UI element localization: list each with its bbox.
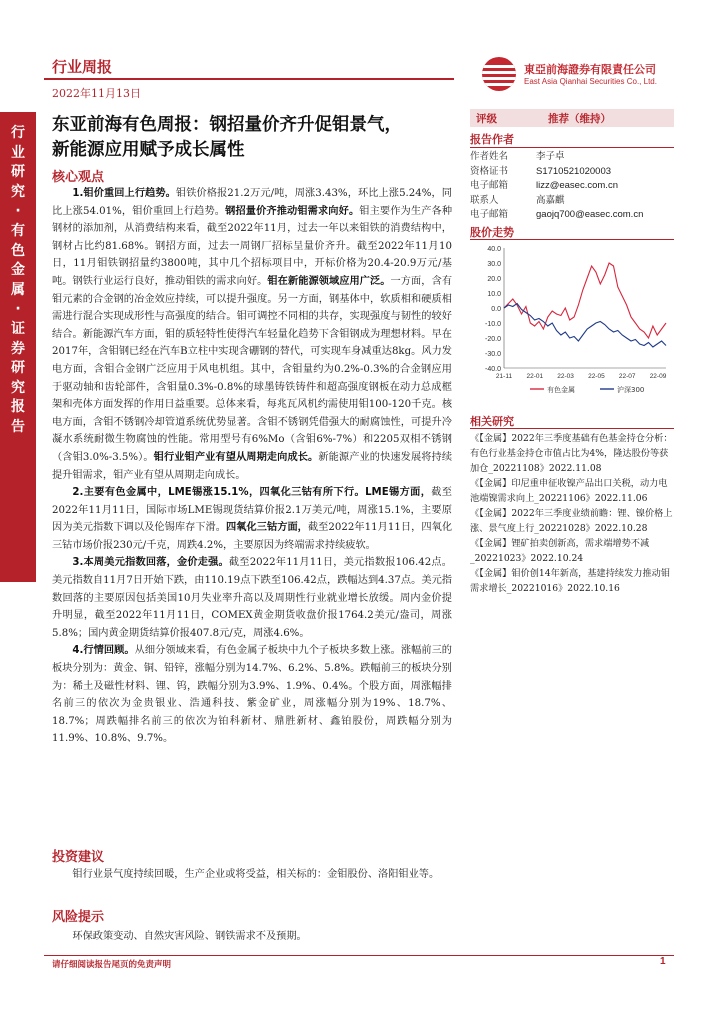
y-tick-label: 20.0 [487,276,501,283]
author-value: 李子卓 [536,151,565,162]
x-tick-label: 21-11 [495,373,513,380]
side-label-char: 究 [11,379,25,396]
authors-head: 报告作者 [470,133,514,146]
header-divider [44,78,454,80]
paragraph-2: 2.主要有色金属中，LME锡涨15.1%，四氧化三钴有所下行。LME锡方面，截至2022年11月11日，国际市场LME锡现货结算价报2.1万美元/吨，周涨15.1%，主要原因为美元指数下调以及伦锡库存下滑。四氧化三钴方面，截至2022年11月11日，四氧化三钴市场价报230元/千克，周跌4.2%，主要原因为终端需求持续疲软。 [52,487,453,551]
author-row [470,194,674,209]
side-label-char: 金 [11,262,25,279]
y-tick-label: 0.0 [491,306,501,313]
y-tick-label: -40.0 [485,366,501,373]
company-name-en: East Asia Qianhai Securities Co., Ltd. [524,77,657,86]
stock-trend-chart [470,240,680,402]
related-item[interactable]: 《【金属】2022年三季度业绩前瞻：锂、镍价格上涨、景气度上行_20221028》2022.10.28 [470,508,673,534]
disclaimer-note: 请仔细阅读报告尾页的免责声明 [52,960,172,970]
side-label-char: 报 [11,399,25,416]
related-item[interactable]: 《【金属】钼价创14年新高，基建持续发力推动钼需求增长_20221016》2022.10.16 [470,568,671,594]
x-tick-label: 22-03 [557,373,574,380]
author-row [470,150,674,165]
risk-text: 环保政策变动、自然灾害风险、钢铁需求不及预期。 [72,931,307,942]
related-head: 相关研究 [470,415,514,428]
company-logo [482,55,682,97]
x-tick-label: 22-01 [526,373,544,380]
related-item[interactable]: 《【金属】锂矿拍卖创新高，需求端增势不减_20221023》2022.10.24 [470,538,650,564]
related-divider [470,428,674,429]
author-value: 高嘉麒 [536,194,565,206]
y-tick-label: -20.0 [485,336,501,343]
side-label-char: 研 [11,360,25,377]
rating-bar [470,109,674,127]
invest-text: 钼行业景气度持续回暖，生产企业或将受益，相关标的：金钼股份、洛阳钼业等。 [72,869,440,880]
side-label-char: 究 [11,183,25,200]
y-tick-label: 40.0 [487,246,501,253]
side-label-char: 色 [11,242,25,259]
y-tick-label: -30.0 [485,351,501,358]
series-line-nonferrous [504,263,666,338]
side-label-char: 属 [11,281,25,298]
side-label-char: 告 [11,418,25,435]
series-line-csi300 [504,304,666,348]
author-key: 电子邮箱 [470,180,509,191]
side-label-char: 证 [11,320,25,337]
related-item[interactable]: 《【金属】2022年三季度基础有色基金持仓分析：有色行业基金持仓市值占比为4%，隆达股份等获加仓_20221108》2022.11.08 [470,433,673,474]
page-number: 1 [660,956,666,967]
side-label-char: 业 [11,144,25,161]
paragraph-1: 1.钼价重回上行趋势。钼铁价格报21.2万元/吨，周涨3.43%，环比上涨5.24%，同比上涨54.01%，钼价重回上行趋势。钢招量价齐推动钼需求向好。钼主要作为生产各种钢材的添加剂，从消费结构来看，截至2022年11月，过去一年以来钼铁的消费结构中，钢材占比约81.68%。钢招方面，过去一周钢厂招标呈量价齐升。截至2022年11月10日，11月钼铁钢招量约3800吨，其中几个招标项目中，开标价格为20.4-20.9万元/基吨。钢铁行业运行良好，推动钼铁的需求向好。钼在新能源领域应用广泛。一方面，含有钼元素的合金钢的冶金效应持续，可以提升强度。另一方面，钢基体中，软质相和硬质相需进行混合实现成形性与高强度的结合。钼可调控不同相的共存，实现强度与韧性的较好结合。新能源汽车方面，钼的质轻特性使得汽车轻量化趋势下含钼钢成为理想材料。早在2017年，含钼钢已经在汽车B立柱中实现含硼钢的替代，可实现车身减重达8kg。风力发电方面，含钼合金钢广泛应用于风电机组。其中，含钼量约为0.2%-0.3%的合金钢应用于驱动轴和齿轮部件，含钼量0.3%-0.8%的球墨铸铁铸件和超高强度钢板在动力总成框架和壳体方面发挥的作用日益重要。总体来看，每兆瓦风机约需使用钼100-120千克。核电方面，含钼不锈钢冷却管道系统优势显著。含钼不锈钢凭借强大的耐腐蚀性，可提升冷凝水系统耐微生物腐蚀的性能。常用型号有6%Mo（含钼6%-7%）和2205双相不锈钢（含钼3.0%-3.5%）。钼行业钼产业有望从周期走向成长。新能源产业的快速发展将持续提升钼需求，钼产业有望从周期走向成长。 [52,188,453,481]
rating-label: 评级 [476,113,497,125]
legend-label: 沪深300 [617,386,645,394]
report-date: 2022年11月13日 [52,87,141,100]
y-tick-label: 10.0 [487,291,501,298]
side-label-char: 有 [11,222,25,239]
paragraph-3: 3.本周美元指数回落，金价走强。截至2022年11月11日，美元指数报106.42点。美元指数自11月7日开始下跌，由110.19点下跌至106.42点，跌幅达到4.37点。美元指数回落的主要原因包括美国10月失业率升高以及周期性行业就业增长放缓。周内金价提升明显，截至2022年11月11日，COMEX黄金期货收盘价报1764.2美元/盎司，周涨5.8%；国内黄金期货结算价报407.8元/克，周涨4.6%。 [52,557,452,639]
chart-title: 股价走势 [470,226,514,239]
author-key: 联系人 [470,194,499,206]
side-label-char: 研 [11,164,25,181]
y-tick-label: 30.0 [487,261,501,268]
y-tick-label: -10.0 [485,321,501,328]
section-invest: 投资建议 [52,850,105,865]
paragraph-4: 4.行情回顾。从细分领域来看，有色金属子板块中九个子板块多数上涨。涨幅前三的板块分别为：黄金、铜、铅锌，涨幅分别为14.7%、6.2%、5.8%。跌幅前三的板块分别为：稀土及磁性材料、锂、钨，跌幅分别为3.9%、1.9%、0.4%。个股方面，周涨幅排名前三的依次为金贵银业、浩通科技、紫金矿业，周涨幅分别为19%、18.7%、18.7%；周跌幅排名前三的依次为铂科新材、鼎胜新材、鑫铂股份，周跌幅分别为11.9%、10.8%、9.7%。 [52,645,452,745]
author-key: 作者姓名 [470,151,509,162]
section-risk: 风险提示 [52,910,105,925]
related-item[interactable]: 《【金属】印尼重申征收镍产品出口关税，动力电池端镍需求向上_20221106》2022.11.06 [470,478,668,504]
rating-value: 推荐（维持） [548,113,611,125]
author-row [470,179,674,194]
title-line-2: 新能源应用赋予成长属性 [52,140,245,160]
side-label-char: 券 [11,340,25,357]
side-label-char: · [15,301,21,318]
report-type: 行业周报 [52,58,113,76]
author-row [470,165,674,180]
company-name-cn: 東亞前海證券有限責任公司 [524,63,656,76]
author-row [470,208,674,223]
author-key: 资格证书 [470,165,509,177]
side-label [0,124,36,438]
author-value[interactable]: lizz@easec.com.cn [536,180,618,191]
invest-body [52,866,452,884]
related-list [470,431,674,596]
side-label-char: · [15,203,21,220]
x-tick-label: 22-09 [649,373,667,380]
footer-divider [44,955,674,956]
side-label-char: 行 [11,125,25,141]
authors-divider [470,147,674,148]
x-tick-label: 22-05 [588,373,605,380]
author-table [470,150,674,223]
author-key: 电子邮箱 [470,209,509,220]
legend-label: 有色金属 [547,386,575,394]
author-value[interactable]: gaojq700@easec.com.cn [536,209,644,220]
risk-body [52,928,452,946]
title-line-1: 东亚前海有色周报：钢招量价齐升促钼景气， [52,115,402,135]
logo-mark-icon [482,57,516,91]
core-view-body [52,185,452,748]
page-title [52,113,452,163]
x-tick-label: 22-07 [618,373,636,380]
section-core-view: 核心观点 [52,170,105,185]
author-value: S1710521020003 [536,165,612,177]
